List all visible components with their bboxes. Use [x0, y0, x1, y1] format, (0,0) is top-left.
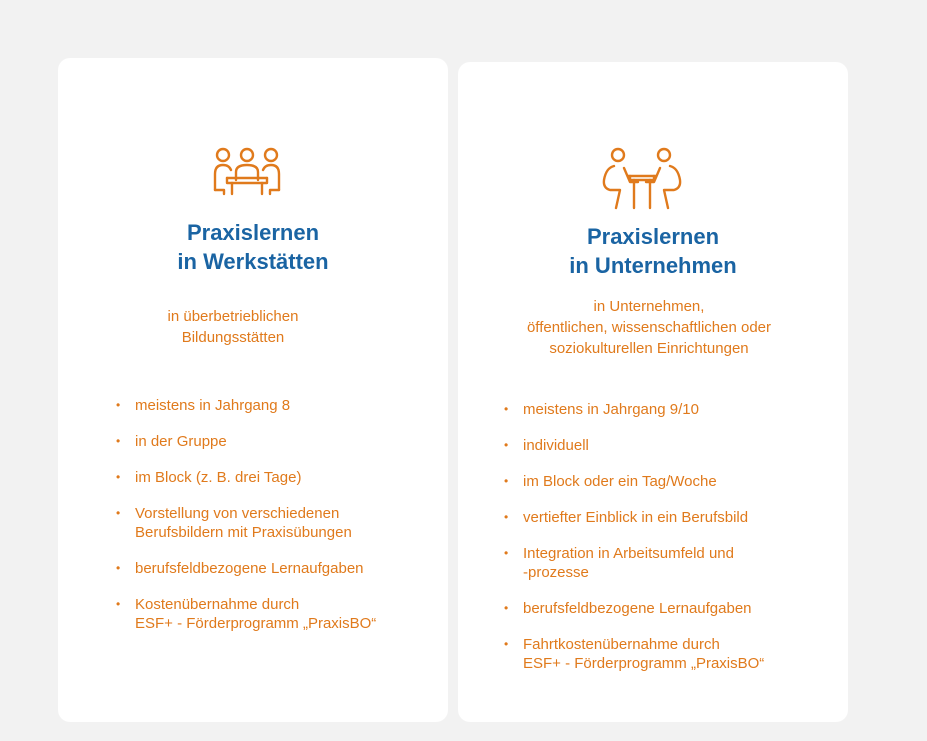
list-item — [504, 436, 824, 455]
list-item-line: meistens in Jahrgang 8 — [135, 397, 291, 414]
list-item-line: in der Gruppe — [135, 433, 227, 450]
list-item — [504, 544, 824, 582]
list-item — [116, 468, 436, 487]
list-item-line: ESF+ - Förderprogramm „PraxisBO“ — [135, 615, 377, 632]
list-item — [504, 472, 824, 491]
bullet-icon: • — [116, 434, 121, 448]
list-item-line: ESF+ - Förderprogramm „PraxisBO“ — [523, 655, 765, 672]
bullet-list — [116, 396, 436, 650]
bullet-icon: • — [116, 398, 121, 412]
bullet-icon: • — [116, 597, 121, 611]
list-item-line: im Block oder ein Tag/Woche — [523, 473, 717, 490]
subtitle-line: Bildungsstätten — [181, 329, 285, 346]
card-title-line: in Unternehmen — [569, 253, 737, 278]
card-title-line: Praxislernen — [586, 224, 720, 249]
card-title-line: Praxislernen — [186, 220, 320, 245]
list-item — [116, 504, 436, 542]
subtitle-line: in Unternehmen, — [593, 298, 705, 315]
list-item-line: Fahrtkostenübernahme durch — [523, 636, 720, 653]
subtitle-line: öffentlichen, wissenschaftlichen oder — [526, 319, 772, 336]
list-item-line: -prozesse — [523, 564, 589, 581]
bullet-icon: • — [504, 510, 509, 524]
bullet-icon: • — [504, 546, 509, 560]
bullet-icon: • — [504, 438, 509, 452]
subtitle-line: soziokulturellen Einrichtungen — [549, 340, 749, 357]
list-item — [116, 559, 436, 578]
list-item-line: im Block (z. B. drei Tage) — [135, 469, 302, 486]
list-item — [116, 595, 436, 633]
card-title — [58, 218, 448, 276]
list-item — [504, 508, 824, 527]
group-at-table-icon — [212, 146, 282, 198]
list-item-line: Integration in Arbeitsumfeld und — [523, 545, 734, 562]
bullet-icon: • — [504, 601, 509, 615]
bullet-icon: • — [116, 561, 121, 575]
card-subtitle — [454, 296, 844, 359]
bullet-icon: • — [504, 402, 509, 416]
list-item-line: individuell — [523, 437, 589, 454]
list-item-line: Kostenübernahme durch — [135, 596, 300, 613]
bullet-icon: • — [504, 474, 509, 488]
card-werkstaetten — [58, 58, 448, 722]
list-item — [504, 400, 824, 419]
card-subtitle — [38, 306, 428, 348]
list-item-line: berufsfeldbezogene Lernaufgaben — [523, 600, 752, 617]
list-item — [116, 396, 436, 415]
card-title-line: in Werkstätten — [177, 249, 329, 274]
bullet-icon: • — [116, 470, 121, 484]
card-title — [458, 222, 848, 280]
bullet-icon: • — [116, 506, 121, 520]
bullet-list — [504, 400, 824, 690]
list-item-line: meistens in Jahrgang 9/10 — [523, 401, 699, 418]
list-item-line: berufsfeldbezogene Lernaufgaben — [135, 560, 364, 577]
list-item — [504, 599, 824, 618]
bullet-icon: • — [504, 637, 509, 651]
list-item-line: Vorstellung von verschiedenen — [135, 505, 340, 522]
list-item-line: vertiefter Einblick in ein Berufsbild — [523, 509, 749, 526]
list-item — [116, 432, 436, 451]
list-item — [504, 635, 824, 673]
two-people-at-desk-icon — [600, 146, 684, 214]
list-item-line: Berufsbildern mit Praxisübungen — [135, 524, 352, 541]
card-unternehmen — [458, 62, 848, 722]
subtitle-line: in überbetrieblichen — [167, 308, 299, 325]
